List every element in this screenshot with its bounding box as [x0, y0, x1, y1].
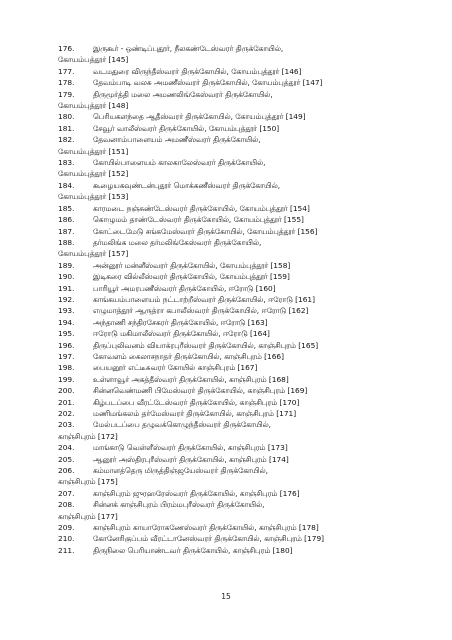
list-item — [58, 305, 428, 316]
entry-text: கூழையகவுண்டன்புதூர் மொக்கணீஸ்வரர் திருக்கோயில், — [93, 180, 281, 190]
list-item — [58, 522, 428, 533]
entry-text: சேவூர் வாலீஸ்வரர் திருக்கோயில், கோயம்புத்தூர் [150] — [93, 123, 280, 133]
entry-text: கோயில்பாளையம் காலகாலேஸ்வரர் திருக்கோயில், — [93, 158, 266, 168]
entry-number: 201. — [58, 397, 75, 407]
list-item — [58, 533, 428, 544]
entry-text: கோட்டைமேடு சங்கமேஸ்வரர் திருக்கோயில், கோயம்புத்தூர் [156] — [93, 226, 318, 236]
entry-number: 182. — [58, 135, 75, 145]
entry-text: எழுமாத்தூர் ஆருத்ரா கபாலீஸ்வரர் திருக்கோயில், ஈரோடு [162] — [93, 306, 309, 316]
entry-number: 196. — [58, 340, 75, 350]
entry-number: 198. — [58, 363, 75, 373]
entry-text: தர்மலிங்க மலை தர்மலிங்கேஸ்வரர் திருக்கோயில், — [93, 237, 262, 247]
list-item — [58, 111, 428, 122]
entry-text: கிழ்படப்பை வீரட்டேஸ்வரர் திருக்கோயில், காஞ்சிபுரம் [170] — [93, 397, 300, 407]
entry-text-continuation: கோயம்புத்தூர் [148] — [58, 101, 129, 111]
entry-number: 204. — [58, 443, 75, 453]
list-item — [58, 214, 428, 225]
entry-number: 205. — [58, 454, 75, 464]
list-item — [58, 385, 428, 396]
entry-text: இருகூர் - ஒண்டிப்புதூர், நீலகண்டேஸ்வரர் திருக்கோயில், — [93, 44, 284, 53]
entry-number: 179. — [58, 89, 75, 99]
entry-number: 206. — [58, 466, 75, 476]
list-item — [58, 66, 428, 77]
entry-number: 181. — [58, 123, 75, 133]
entry-text-continuation: கோயம்புத்தூர் [152] — [58, 169, 129, 179]
list-item — [58, 271, 428, 282]
entry-text: கோனேரிகுப்பம் வீரட்டானேஸ்வரர் திருக்கோயில், காஞ்சிபுரம் [179] — [93, 534, 325, 544]
entry-text: தேவனாம்பாளையம் அமணீஸ்வரர் திருக்கோயில், — [93, 135, 261, 145]
list-item — [58, 408, 428, 419]
entry-text-continuation: கோயம்புத்தூர் [153] — [58, 192, 129, 202]
entry-number: 185. — [58, 203, 75, 213]
entry-number: 189. — [58, 260, 75, 270]
list-item — [58, 362, 428, 373]
list-item — [58, 157, 428, 180]
entry-number: 209. — [58, 523, 75, 533]
entry-number: 208. — [58, 500, 75, 510]
list-item — [58, 328, 428, 339]
list-item — [58, 317, 428, 328]
list-item — [58, 237, 428, 260]
entry-number: 186. — [58, 215, 75, 225]
list-item — [58, 545, 428, 556]
entry-text: சின்னவெண்மணி பிமேஸ்வரர் திருக்கோயில், காஞ்சிபுரம் [169] — [93, 386, 308, 396]
entry-number: 211. — [58, 545, 75, 555]
list-item — [58, 77, 428, 88]
page-number: 15 — [221, 592, 231, 601]
list-item — [58, 43, 428, 66]
list-item — [58, 134, 428, 157]
entry-text: தேவம்பாடி வலசு அமணீஸ்வரர் திருக்கோயில், கோயம்புத்தூர் [147] — [93, 78, 323, 88]
entry-text-continuation: காஞ்சிபுரம் [175] — [58, 477, 118, 487]
entry-text: மேல்படப்பை தழுவக்கொழுந்தீஸ்வரர் திருக்கோயில், — [93, 420, 271, 430]
entry-number: 184. — [58, 180, 75, 190]
entry-number: 177. — [58, 66, 75, 76]
entry-text: காரமடை நஞ்சுண்டேஸ்வரர் திருக்கோயில், கோயம்புத்தூர் [154] — [93, 203, 310, 213]
entry-text: கொழுமம் தாண்டேஸ்வரர் திருக்கோயில், கோயம்புத்தூர் [155] — [93, 215, 304, 225]
temple-list — [58, 43, 428, 556]
list-item — [58, 294, 428, 305]
entry-text: அன்னூர் மன்னீஸ்வரர் திருக்கோயில், கோயம்புத்தூர் [158] — [93, 260, 291, 270]
list-item — [58, 442, 428, 453]
entry-text: வடமதுரை விருந்தீஸ்வரர் திருக்கோயில், கோயம்புத்தூர் [146] — [93, 66, 302, 76]
entry-text: திருமூர்த்தி மலை அமணலிங்கேஸ்வரர் திருக்கோயில், — [93, 89, 273, 99]
entry-number: 199. — [58, 374, 75, 384]
list-item — [58, 374, 428, 385]
list-item — [58, 226, 428, 237]
entry-number: 207. — [58, 488, 75, 498]
entry-number: 192. — [58, 294, 75, 304]
list-item — [58, 203, 428, 214]
entry-text: இடிகரை வில்லீஸ்வரர் திருக்கோயில், கோயம்புத்தூர் [159] — [93, 272, 290, 282]
entry-text: பெரியகளந்தை ஆதீஸ்வரர் திருக்கோயில், கோயம்புத்தூர் [149] — [93, 112, 306, 122]
list-item — [58, 89, 428, 112]
entry-text: கம்மாளத்தெரு மிருத்திஞ்ஜயேஸ்வரர் திருக்கோயில், — [93, 466, 268, 476]
list-item — [58, 351, 428, 362]
entry-number: 210. — [58, 534, 75, 544]
entry-text: காஞ்சிபுரம் காயாரோகணேஸ்வரர் திருக்கோயில், காஞ்சிபுரம் [178] — [93, 523, 319, 533]
list-item — [58, 123, 428, 134]
entry-number: 193. — [58, 306, 75, 316]
entry-text: உள்ளாவூர் அகத்தீஸ்வரர் திருக்கோயில், காஞ்சிபுரம் [168] — [93, 374, 289, 384]
entry-number: 176. — [58, 44, 75, 53]
list-item — [58, 180, 428, 203]
entry-text: மணிமங்கலம் தர்மேஸ்வரர் திருக்கோயில், காஞ்சிபுரம் [171] — [93, 409, 297, 418]
entry-text-continuation: கோயம்புத்தூர் [157] — [58, 249, 129, 259]
entry-text-continuation: காஞ்சிபுரம் [177] — [58, 511, 118, 521]
entry-number: 195. — [58, 329, 75, 339]
entry-text: காங்கயம்பாளையம் நட்டாற்றீஸ்வரர் திருக்கோயில், ஈரோடு [161] — [93, 294, 316, 304]
entry-text: திருநிலை பெரியாண்டவர் திருக்கோயில், காஞ்சிபுரம் [180] — [93, 545, 293, 555]
entry-text: ஆனூர் அஸ்திரபுரீஸ்வரர் திருக்கோயில், காஞ்சிபுரம் [174] — [93, 454, 289, 464]
entry-text: சின்னக் காஞ்சிபுரம் பிரம்மபுரீஸ்வரர் திருக்கோயில், — [93, 500, 265, 510]
entry-number: 183. — [58, 158, 75, 168]
entry-number: 197. — [58, 351, 75, 361]
entry-number: 200. — [58, 386, 75, 396]
entry-text: மாங்காடு வெள்ளீஸ்வரர் திருக்கோயில், காஞ்சிபுரம் [173] — [93, 443, 288, 453]
entry-number: 180. — [58, 112, 75, 122]
entry-number: 178. — [58, 78, 75, 88]
entry-number: 202. — [58, 409, 75, 418]
entry-text: திருப்புலிவனம் வியாக்ரபுரீஸ்வரர் திருக்கோயில், காஞ்சிபுரம் [165] — [93, 340, 319, 350]
list-item — [58, 397, 428, 408]
entry-text: பாரியூர் அமரபணீஸ்வரர் திருக்கோயில், ஈரோடு [160] — [93, 283, 276, 293]
entry-text: பையனூர் எட்டீசுவரர் கோயில் காஞ்சிபுரம் [167] — [93, 363, 258, 373]
entry-text: கோவளம் கைலாசநாதர் திருக்கோயில், காஞ்சிபுரம் [166] — [93, 351, 285, 361]
list-item — [58, 283, 428, 294]
list-item — [58, 465, 428, 488]
list-item — [58, 488, 428, 499]
entry-number: 194. — [58, 317, 75, 327]
list-item — [58, 260, 428, 271]
entry-text: அந்தாணி சந்திரசேகரர் திருக்கோயில், ஈரோடு [163] — [93, 317, 268, 327]
list-item — [58, 499, 428, 522]
entry-text: காஞ்சிபுரம் ஜுரஹரேஸ்வரர் திருக்கோயில், காஞ்சிபுரம் [176] — [93, 488, 300, 498]
entry-number: 191. — [58, 283, 75, 293]
entry-text: ஈரோடு மகிமாலீஸ்வரர் திருக்கோயில், ஈரோடு [164] — [93, 329, 270, 339]
entry-number: 188. — [58, 237, 75, 247]
entry-text-continuation: காஞ்சிபுரம் [172] — [58, 431, 118, 441]
entry-number: 190. — [58, 272, 75, 282]
list-item — [58, 454, 428, 465]
entry-text-continuation: கோயம்பத்தூர் [145] — [58, 55, 129, 65]
entry-text-continuation: கோயம்புத்தூர் [151] — [58, 146, 129, 156]
list-item — [58, 340, 428, 351]
entry-number: 187. — [58, 226, 75, 236]
entry-number: 203. — [58, 420, 75, 430]
list-item — [58, 419, 428, 442]
